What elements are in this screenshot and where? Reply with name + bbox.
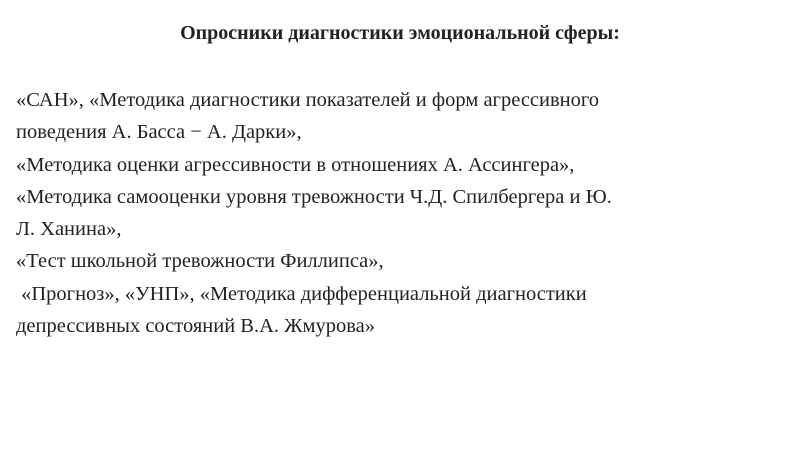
body-line: «Методика самооценки уровня тревожности Ч.Д. Спилбергера и Ю. bbox=[16, 185, 612, 208]
slide-body bbox=[16, 84, 786, 342]
slide-title: Опросники диагностики эмоциональной сферы: bbox=[180, 22, 620, 44]
body-line: депрессивных состояний В.А. Жмурова» bbox=[16, 315, 376, 338]
body-line: Л. Ханина», bbox=[16, 218, 122, 241]
body-line: «Методика оценки агрессивности в отношениях А. Ассингера», bbox=[16, 153, 575, 176]
body-line: поведения А. Басса − А. Дарки», bbox=[16, 121, 302, 144]
body-line: «Прогноз», «УНП», «Методика дифференциальной диагностики bbox=[16, 282, 587, 305]
body-line: «Тест школьной тревожности Филлипса», bbox=[16, 250, 384, 273]
body-line: «САН», «Методика диагностики показателей и форм агрессивного bbox=[16, 89, 600, 111]
